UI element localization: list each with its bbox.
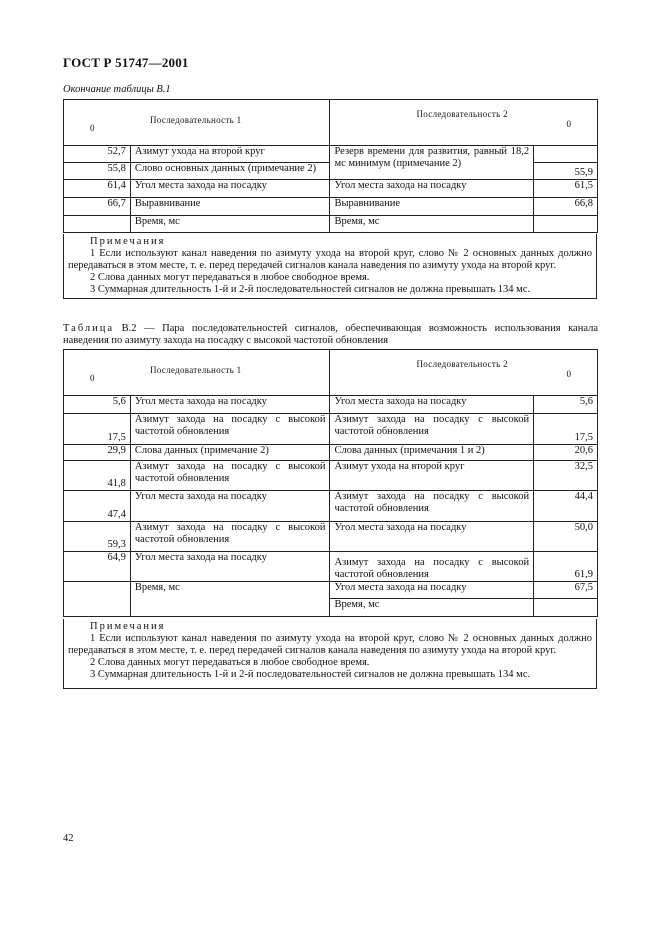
- time-cell: 41,8: [64, 461, 131, 491]
- table-row: [64, 522, 598, 552]
- time-cell: [534, 216, 598, 233]
- signal-cell: Угол места захода на посадку: [130, 552, 330, 582]
- time-unit-cell: Время, мс: [130, 582, 330, 617]
- table-b2-notes: [63, 619, 597, 689]
- signal-cell: Выравнивание: [330, 198, 534, 216]
- table-b2-caption: [63, 323, 598, 347]
- note-item: 2 Слова данных могут передаваться в любое свободное время.: [90, 657, 370, 668]
- seq2-zero-mark: 0: [566, 119, 571, 129]
- notes-title: Примечания: [90, 236, 166, 247]
- signal-cell: Азимут ухода на второй круг: [330, 461, 534, 491]
- table-row: [64, 146, 598, 163]
- seq1-header: [64, 350, 330, 396]
- time-cell: 20,6: [534, 445, 598, 461]
- note-item: 1 Если используют канал наведения по азимуту ухода на второй круг, слово № 2 основных данных должно передаваться в этом месте, т. е. перед передачей сигналов канала наведения по азимуту ухода на второй круг.: [68, 248, 592, 271]
- time-cell: 5,6: [534, 396, 598, 414]
- table-row: [64, 582, 598, 599]
- signal-cell: Угол места захода на посадку: [330, 396, 534, 414]
- signal-cell: Угол места захода на посадку: [330, 180, 534, 198]
- table-row: [64, 414, 598, 445]
- table-b1: [63, 99, 598, 233]
- time-cell: 44,4: [534, 491, 598, 522]
- seq2-header: [330, 350, 598, 396]
- signal-cell: Азимут захода на посадку с высокой частотой обновления: [330, 491, 534, 522]
- table-b2: [63, 349, 598, 617]
- table-continuation-label: Окончание таблицы В.1: [63, 84, 171, 95]
- page-number: 42: [63, 833, 74, 844]
- time-cell: 5,6: [64, 396, 131, 414]
- table-header-row: [64, 350, 598, 396]
- time-unit-cell: Время, мс: [330, 599, 534, 617]
- seq1-zero-mark: 0: [90, 373, 95, 383]
- signal-cell: Угол места захода на посадку: [130, 396, 330, 414]
- seq2-header-label: Последовательность 2: [416, 109, 508, 119]
- seq1-header-label: Последовательность 1: [150, 365, 242, 375]
- time-cell: 61,4: [64, 180, 131, 198]
- signal-cell: Угол места захода на посадку: [130, 491, 330, 522]
- time-cell: 17,5: [64, 414, 131, 445]
- table-row: [64, 180, 598, 198]
- table-row: [64, 198, 598, 216]
- seq2-zero-mark: 0: [566, 369, 571, 379]
- note-item: 2 Слова данных могут передаваться в любое свободное время.: [90, 272, 370, 283]
- time-cell: 29,9: [64, 445, 131, 461]
- signal-cell: Слова данных (примечания 1 и 2): [330, 445, 534, 461]
- time-cell: 61,5: [534, 180, 598, 198]
- time-cell: 17,5: [534, 414, 598, 445]
- time-cell: [64, 216, 131, 233]
- time-cell: [64, 582, 131, 617]
- time-cell: 47,4: [64, 491, 131, 522]
- seq1-header: [64, 100, 330, 146]
- time-cell: 64,9: [64, 552, 131, 582]
- seq1-zero-mark: 0: [90, 123, 95, 133]
- signal-cell: Азимут захода на посадку с высокой частотой обновления: [130, 461, 330, 491]
- standard-title: ГОСТ Р 51747—2001: [63, 55, 189, 70]
- signal-cell: Слово основных данных (примечание 2): [130, 163, 330, 180]
- table-row: [64, 396, 598, 414]
- signal-cell: Угол места захода на посадку: [330, 522, 534, 552]
- time-cell: 55,9: [534, 163, 598, 180]
- time-cell: 66,7: [64, 198, 131, 216]
- time-cell: 61,9: [534, 552, 598, 582]
- seq1-header-label: Последовательность 1: [150, 115, 242, 125]
- signal-cell: Азимут захода на посадку с высокой частотой обновления: [330, 552, 534, 582]
- note-item: 3 Суммарная длительность 1-й и 2-й последовательностей сигналов не должна превышать 134 мс.: [90, 669, 531, 680]
- signal-cell: Выравнивание: [130, 198, 330, 216]
- signal-cell: Резерв времени для развития, равный 18,2 мс минимум (примечание 2): [330, 146, 534, 180]
- signal-cell: Угол места захода на посадку: [330, 582, 534, 599]
- signal-cell: Азимут захода на посадку с высокой частотой обновления: [130, 522, 330, 552]
- table-row: [64, 552, 598, 582]
- time-cell: 52,7: [64, 146, 131, 163]
- time-cell: 55,8: [64, 163, 131, 180]
- seq2-header: [330, 100, 598, 146]
- time-cell: 66,8: [534, 198, 598, 216]
- signal-cell: Угол места захода на посадку: [130, 180, 330, 198]
- table-row: [64, 445, 598, 461]
- notes-title: Примечания: [90, 621, 166, 632]
- time-cell: [534, 599, 598, 617]
- time-unit-cell: Время, мс: [330, 216, 534, 233]
- time-cell: 67,5: [534, 582, 598, 599]
- table-header-row: [64, 100, 598, 146]
- time-cell: 59,3: [64, 522, 131, 552]
- table-row: [64, 216, 598, 233]
- signal-cell: Слова данных (примечание 2): [130, 445, 330, 461]
- time-unit-cell: Время, мс: [130, 216, 330, 233]
- signal-cell: Азимут ухода на второй круг: [130, 146, 330, 163]
- caption-text: В.2 — Пара последовательностей сигналов, обеспечивающая возможность использования канала наведения по азимуту захода на посадку с высокой частотой обновления: [63, 323, 598, 346]
- table-b1-notes: [63, 234, 597, 299]
- seq2-header-label: Последовательность 2: [416, 359, 508, 369]
- note-item: 3 Суммарная длительность 1-й и 2-й последовательностей сигналов не должна превышать 134 мс.: [90, 284, 531, 295]
- note-item: 1 Если используют канал наведения по азимуту ухода на второй круг, слово № 2 основных данных должно передаваться в этом месте, т. е. перед передачей сигналов канала наведения по азимуту ухода на второй круг.: [68, 633, 592, 656]
- time-cell: 50,0: [534, 522, 598, 552]
- time-cell: [534, 146, 598, 163]
- signal-cell: Азимут захода на посадку с высокой частотой обновления: [130, 414, 330, 445]
- signal-cell: Азимут захода на посадку с высокой частотой обновления: [330, 414, 534, 445]
- caption-lead: Таблица: [63, 323, 115, 334]
- table-row: [64, 461, 598, 491]
- time-cell: 32,5: [534, 461, 598, 491]
- table-row: [64, 491, 598, 522]
